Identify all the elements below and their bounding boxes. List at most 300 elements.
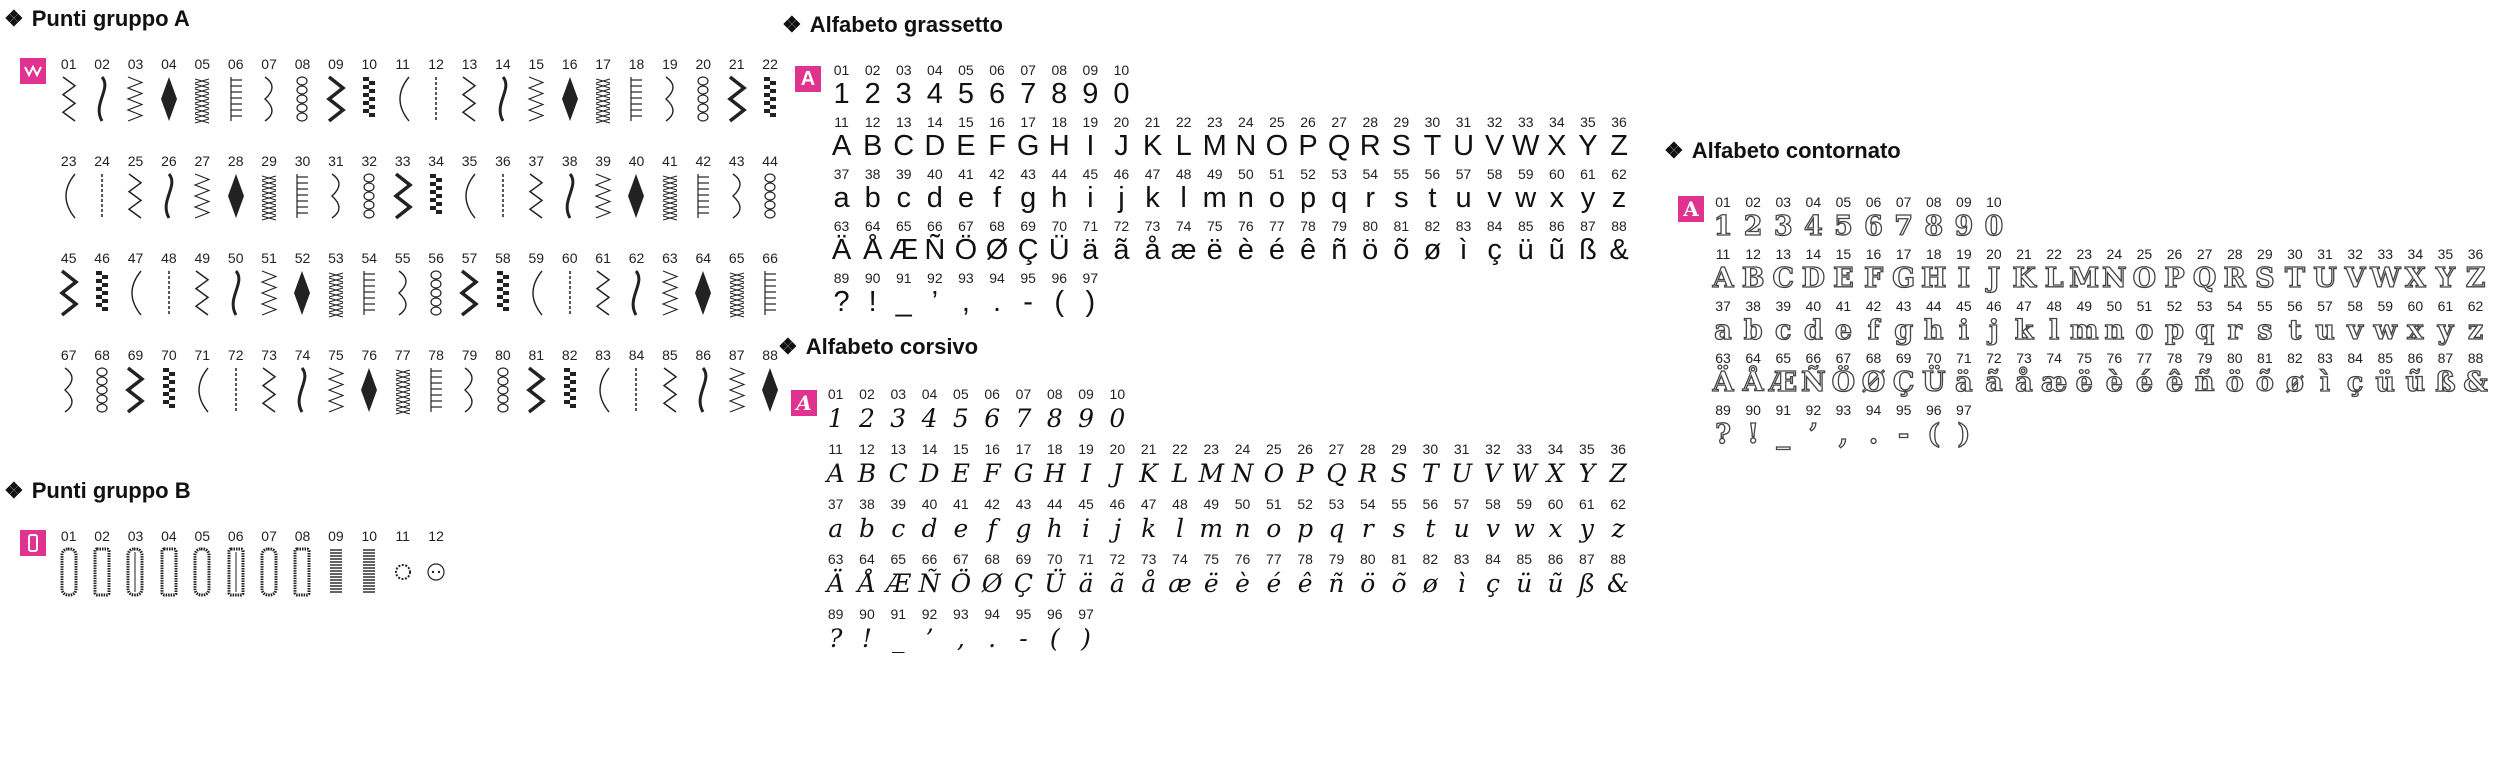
character-glyph: ? <box>828 624 843 653</box>
character-glyph: s <box>1392 514 1406 543</box>
alphabet-cell <box>820 606 851 661</box>
stitch-cell <box>286 250 319 266</box>
alphabet-cell <box>1798 350 1828 402</box>
stitch-pattern-icon <box>258 365 280 420</box>
character-glyph: ê <box>1299 234 1317 266</box>
alphabet-cell <box>1013 166 1044 218</box>
character-glyph: ( <box>1927 419 1941 450</box>
character-glyph: J <box>1987 263 2001 294</box>
character-glyph: 8 <box>1051 78 1068 110</box>
character-glyph: m <box>2069 315 2099 346</box>
alphabet-cell <box>2370 350 2400 402</box>
character-glyph: d <box>926 182 943 214</box>
character-number: 84 <box>1486 218 1503 234</box>
stitch-pattern-icon <box>358 171 380 226</box>
stitch-cell <box>753 250 786 266</box>
character-glyph: ä <box>1078 569 1094 598</box>
character-glyph: i <box>1958 315 1969 346</box>
alphabet-cell <box>1859 350 1889 402</box>
stitch-cell <box>620 153 653 169</box>
character-glyph: s <box>2257 315 2273 346</box>
character-glyph: Q <box>1326 459 1347 488</box>
stitch-pattern-icon <box>692 268 714 323</box>
character-number: 20 <box>1986 246 2002 262</box>
character-glyph: 4 <box>1803 211 1823 242</box>
character-number: 79 <box>1328 551 1345 567</box>
alphabet-cell <box>945 551 976 606</box>
alphabet-cell <box>2250 298 2280 350</box>
character-glyph: 1 <box>833 78 850 110</box>
character-number: 16 <box>989 114 1005 130</box>
character-number: 13 <box>895 114 912 130</box>
alphabet-cell <box>2160 246 2190 298</box>
character-number: 04 <box>921 386 938 402</box>
stitch-cell <box>186 153 219 169</box>
character-number: 02 <box>864 62 881 78</box>
stitch-cell <box>119 528 152 544</box>
alphabet-cell <box>982 166 1013 218</box>
stitch-number: 10 <box>361 56 378 72</box>
stitch-number: 08 <box>294 56 311 72</box>
heading-alfabeto-grassetto: ❖ Alfabeto grassetto <box>782 12 1003 37</box>
stitch-pattern-icon <box>726 268 748 323</box>
stitch-pattern-icon <box>58 365 80 420</box>
character-glyph: N <box>1235 130 1257 162</box>
alphabet-row <box>826 270 1106 322</box>
alphabet-cell <box>1102 386 1133 441</box>
character-number: 65 <box>895 218 912 234</box>
character-number: 89 <box>1715 402 1731 418</box>
alphabet-cell <box>1768 246 1798 298</box>
character-number: 95 <box>1015 606 1032 622</box>
stitch-pattern-icon <box>525 74 547 129</box>
character-glyph: E <box>956 130 976 162</box>
character-number: 55 <box>1391 496 1407 512</box>
stitch-pattern-icon <box>124 546 146 603</box>
stitch-cell <box>52 153 85 169</box>
character-glyph: Ü <box>1048 234 1070 266</box>
alphabet-cell <box>1070 496 1101 551</box>
stitch-pattern-icon <box>425 171 447 226</box>
character-glyph: W <box>1512 130 1540 162</box>
alphabet-cell <box>1446 551 1477 606</box>
alphabet-cell <box>914 496 945 551</box>
character-glyph: . <box>1868 419 1879 450</box>
character-glyph: f <box>987 514 997 543</box>
stitch-cell <box>252 153 285 169</box>
character-number: 64 <box>864 218 881 234</box>
character-glyph: U <box>1451 459 1473 488</box>
character-number: 73 <box>2016 350 2032 366</box>
stitch-number: 01 <box>60 528 77 544</box>
character-glyph: C <box>893 130 915 162</box>
character-number: 64 <box>859 551 875 567</box>
alphabet-cell <box>1013 270 1044 322</box>
alphabet-cell <box>950 218 981 270</box>
character-glyph: Æ <box>1769 367 1798 398</box>
alphabet-cell <box>1604 166 1635 218</box>
stitch-pattern-icon <box>726 365 748 420</box>
character-number: 88 <box>2467 350 2484 366</box>
alphabet-cell <box>1075 270 1106 322</box>
alphabet-cell <box>1889 402 1919 454</box>
stitch-pattern-icon <box>291 365 313 420</box>
stitch-pattern-icon <box>559 171 581 226</box>
alphabet-cell <box>977 606 1008 661</box>
character-glyph: D <box>924 130 946 162</box>
stitch-number: 76 <box>361 347 378 363</box>
stitch-cell <box>152 347 185 363</box>
alphabet-cell <box>1075 62 1106 114</box>
alphabet-cell <box>1798 194 1828 246</box>
character-glyph: 2 <box>858 404 875 433</box>
alphabet-cell <box>1230 114 1261 166</box>
character-number: 74 <box>1172 551 1188 567</box>
character-glyph: , <box>961 286 970 318</box>
alphabet-cell <box>1227 551 1258 606</box>
character-glyph: h <box>1046 514 1063 543</box>
alphabet-cell <box>1859 194 1889 246</box>
character-glyph: Å <box>862 234 883 266</box>
character-glyph: . <box>993 286 1002 318</box>
alphabet-cell <box>2430 350 2460 402</box>
alphabet-cell <box>1355 166 1386 218</box>
character-number: 18 <box>1051 114 1068 130</box>
character-number: 12 <box>859 441 875 457</box>
character-number: 37 <box>1715 298 1731 314</box>
character-number: 87 <box>1579 551 1595 567</box>
stitch-number: 06 <box>227 528 244 544</box>
character-number: 91 <box>890 606 907 622</box>
character-number: 17 <box>1895 246 1912 262</box>
stitch-number: 29 <box>261 153 277 169</box>
character-glyph: Q <box>1327 130 1351 162</box>
character-glyph: é <box>2135 367 2154 398</box>
character-glyph: 7 <box>1894 211 1914 242</box>
character-glyph: ? <box>833 286 850 318</box>
character-number: 69 <box>1895 350 1912 366</box>
alphabet-row <box>826 62 1137 114</box>
alphabet-cell <box>2370 246 2400 298</box>
character-glyph: c <box>896 182 911 214</box>
alphabet-cell <box>1044 62 1075 114</box>
alphabet-cell <box>1415 551 1446 606</box>
character-glyph: ü <box>1517 234 1534 266</box>
character-glyph: b <box>858 514 875 543</box>
stitch-pattern-icon <box>559 74 581 129</box>
alphabet-cell <box>950 270 981 322</box>
stitch-pattern-icon <box>325 171 347 226</box>
character-glyph: æ <box>1170 234 1197 266</box>
character-glyph: Å <box>1742 367 1764 398</box>
alphabet-cell <box>1979 194 2009 246</box>
heading-alfabeto-corsivo: ❖ Alfabeto corsivo <box>778 334 979 359</box>
character-number: 18 <box>1046 441 1063 457</box>
alphabet-cell <box>851 496 882 551</box>
alphabet-cell <box>1290 441 1321 496</box>
character-number: 07 <box>1015 386 1032 402</box>
alphabet-cell <box>1798 402 1828 454</box>
character-number: 05 <box>1835 194 1852 210</box>
character-number: 82 <box>1422 551 1439 567</box>
character-number: 11 <box>828 441 843 457</box>
stitch-cell <box>687 153 720 169</box>
character-glyph: ? <box>1715 419 1731 450</box>
character-glyph: j <box>1118 182 1125 214</box>
alphabet-cell <box>1102 496 1133 551</box>
stitch-pattern-icon <box>325 546 347 603</box>
stitch-number: 65 <box>728 250 745 266</box>
character-glyph: V <box>1483 459 1502 488</box>
alphabet-cell <box>1540 441 1571 496</box>
character-number: 30 <box>1424 114 1441 130</box>
alphabet-cell <box>1044 270 1075 322</box>
stitch-cell <box>687 56 720 72</box>
alphabet-cell <box>820 441 851 496</box>
alphabet-cell <box>1541 114 1572 166</box>
character-glyph: æ <box>1168 569 1192 598</box>
character-number: 31 <box>2317 246 2333 262</box>
character-glyph: ñ <box>1331 234 1348 266</box>
stitch-number: 78 <box>428 347 444 363</box>
stitch-cell <box>720 56 753 72</box>
character-number: 36 <box>1610 441 1626 457</box>
character-glyph: v <box>1485 514 1500 543</box>
stitch-cell <box>286 347 319 363</box>
character-glyph: C <box>888 459 908 488</box>
character-glyph: A <box>826 459 845 488</box>
character-number: 67 <box>958 218 974 234</box>
character-number: 44 <box>1051 166 1068 182</box>
stitch-number: 67 <box>60 347 77 363</box>
alphabet-cell <box>1039 551 1070 606</box>
character-number: 89 <box>833 270 850 286</box>
character-number: 55 <box>1393 166 1410 182</box>
alphabet-cell <box>1572 166 1603 218</box>
alphabet-cell <box>1164 441 1195 496</box>
alphabet-cell <box>1949 402 1979 454</box>
character-number: 13 <box>890 441 907 457</box>
character-glyph: ì <box>2319 367 2331 398</box>
character-glyph: Ü <box>1044 569 1066 598</box>
stitch-pattern-icon <box>58 546 80 603</box>
stitch-pattern-icon <box>525 365 547 420</box>
character-number: 13 <box>1775 246 1792 262</box>
stitch-pattern-icon <box>659 74 681 129</box>
stitch-cell <box>319 250 352 266</box>
character-number: 41 <box>1835 298 1852 314</box>
character-number: 06 <box>1865 194 1882 210</box>
stitch-pattern-icon <box>492 268 514 323</box>
character-glyph: 6 <box>1864 211 1883 242</box>
stitch-number: 18 <box>628 56 645 72</box>
character-glyph: 8 <box>1046 404 1063 433</box>
character-glyph: & <box>2463 367 2488 398</box>
alphabet-cell <box>1199 166 1230 218</box>
character-glyph: h <box>1923 315 1944 346</box>
character-number: 12 <box>864 114 881 130</box>
alphabet-cell <box>1828 402 1858 454</box>
heading-punti-gruppo-a: ❖ Punti gruppo A <box>4 6 190 31</box>
character-number: 45 <box>1082 166 1099 182</box>
stitch-cell <box>186 528 219 544</box>
character-glyph: p <box>1299 182 1317 214</box>
alphabet-cell <box>1102 441 1133 496</box>
stitch-cell <box>252 56 285 72</box>
alphabet-cell <box>1859 298 1889 350</box>
stitch-number: 04 <box>161 56 177 72</box>
character-number: 92 <box>921 606 938 622</box>
alphabet-cell <box>977 551 1008 606</box>
stitch-number: 15 <box>528 56 545 72</box>
character-number: 86 <box>1547 551 1564 567</box>
alphabet-cell <box>888 270 919 322</box>
character-glyph: o <box>1266 514 1282 543</box>
character-glyph: æ <box>2040 367 2068 398</box>
alphabet-cell <box>1949 350 1979 402</box>
character-number: 70 <box>1925 350 1942 366</box>
stitch-number: 49 <box>194 250 211 266</box>
stitch-number: 22 <box>762 56 778 72</box>
character-glyph: F <box>988 130 1006 162</box>
alphabet-cell <box>857 114 888 166</box>
character-number: 32 <box>1486 114 1503 130</box>
stitch-number: 59 <box>528 250 545 266</box>
stitch-number: 27 <box>194 153 211 169</box>
character-number: 52 <box>1300 166 1316 182</box>
character-number: 56 <box>1422 496 1439 512</box>
stitch-cell <box>720 153 753 169</box>
character-number: 33 <box>2377 246 2394 262</box>
character-number: 36 <box>2467 246 2484 262</box>
character-number: 75 <box>1206 218 1223 234</box>
stitch-number: 58 <box>495 250 511 266</box>
character-number: 60 <box>2407 298 2424 314</box>
character-glyph: t <box>1428 182 1437 214</box>
character-number: 47 <box>2016 298 2032 314</box>
stitch-pattern-icon <box>425 365 447 420</box>
alphabet-cell <box>857 62 888 114</box>
script-alphabet-icon: A <box>791 390 817 416</box>
character-glyph: g <box>1020 182 1037 214</box>
stitch-number: 14 <box>495 56 511 72</box>
alphabet-cell <box>1008 496 1039 551</box>
character-number: 81 <box>1393 218 1410 234</box>
character-number: 33 <box>1516 441 1533 457</box>
character-number: 69 <box>1020 218 1036 234</box>
character-number: 54 <box>1359 496 1376 512</box>
alphabet-cell <box>2340 298 2370 350</box>
alphabet-cell <box>2220 246 2250 298</box>
alphabet-row <box>826 218 1635 270</box>
character-number: 57 <box>1455 166 1472 182</box>
stitch-number: 05 <box>194 56 211 72</box>
character-glyph: 0 <box>1109 404 1126 433</box>
stitch-cell <box>419 56 452 72</box>
character-glyph: ã <box>1985 367 2003 398</box>
alphabet-cell <box>1415 441 1446 496</box>
alphabet-cell <box>1509 441 1540 496</box>
alphabet-cell <box>1738 194 1768 246</box>
stitch-number: 10 <box>361 528 378 544</box>
alphabet-cell <box>1708 350 1738 402</box>
alphabet-cell <box>1013 62 1044 114</box>
alphabet-cell <box>1738 402 1768 454</box>
character-glyph: 6 <box>988 78 1006 110</box>
alphabet-cell <box>1604 114 1635 166</box>
stitch-cell <box>186 56 219 72</box>
stitch-number: 86 <box>695 347 712 363</box>
alphabet-cell <box>826 166 857 218</box>
stitch-pattern-icon <box>225 365 247 420</box>
character-glyph: H <box>1048 130 1070 162</box>
stitch-cell <box>553 153 586 169</box>
stitch-pattern-icon <box>191 171 213 226</box>
stitch-number: 50 <box>227 250 244 266</box>
stitch-pattern-icon <box>158 74 180 129</box>
character-glyph: u <box>1455 182 1472 214</box>
character-number: 96 <box>1925 402 1942 418</box>
character-number: 90 <box>859 606 875 622</box>
stitch-number: 77 <box>394 347 411 363</box>
character-glyph: C <box>1772 263 1794 294</box>
stitch-pattern-icon <box>291 74 313 129</box>
character-number: 48 <box>1172 496 1188 512</box>
character-number: 43 <box>1895 298 1912 314</box>
stitch-row <box>52 528 453 598</box>
stitch-pattern-icon <box>325 74 347 129</box>
alphabet-cell <box>1572 218 1603 270</box>
character-number: 59 <box>1516 496 1533 512</box>
alphabet-cell <box>1919 402 1949 454</box>
character-number: 16 <box>1865 246 1882 262</box>
alphabet-cell <box>1603 496 1634 551</box>
alphabet-cell <box>2039 246 2069 298</box>
character-glyph: k <box>2014 315 2034 346</box>
stitch-cell <box>52 250 85 266</box>
alphabet-cell <box>2009 298 2039 350</box>
stitch-pattern-icon <box>325 365 347 420</box>
alphabet-cell <box>1227 496 1258 551</box>
alphabet-cell <box>2310 246 2340 298</box>
stitch-pattern-icon <box>592 268 614 323</box>
character-glyph: c <box>1775 315 1792 346</box>
character-glyph: H <box>1920 263 1947 294</box>
alphabet-cell <box>1352 441 1383 496</box>
character-number: 62 <box>2467 298 2484 314</box>
character-glyph: O <box>1265 130 1289 162</box>
stitch-number: 34 <box>428 153 444 169</box>
alphabet-cell <box>2430 298 2460 350</box>
alphabet-cell <box>1979 246 2009 298</box>
alphabet-cell <box>1293 166 1324 218</box>
alphabet-cell <box>1261 114 1292 166</box>
character-number: 80 <box>1359 551 1376 567</box>
alphabet-cell <box>888 166 919 218</box>
character-number: 57 <box>1453 496 1470 512</box>
character-number: 61 <box>1580 166 1596 182</box>
stitch-pattern-icon <box>258 546 280 603</box>
alphabet-cell <box>1889 298 1919 350</box>
character-glyph: 5 <box>952 404 969 433</box>
stitch-cell <box>419 250 452 266</box>
character-number: 36 <box>1611 114 1627 130</box>
character-glyph: g <box>1015 514 1032 543</box>
character-glyph: , <box>1838 419 1849 450</box>
character-number: 24 <box>1238 114 1254 130</box>
alphabet-row <box>826 114 1635 166</box>
stitch-cell <box>186 347 219 363</box>
